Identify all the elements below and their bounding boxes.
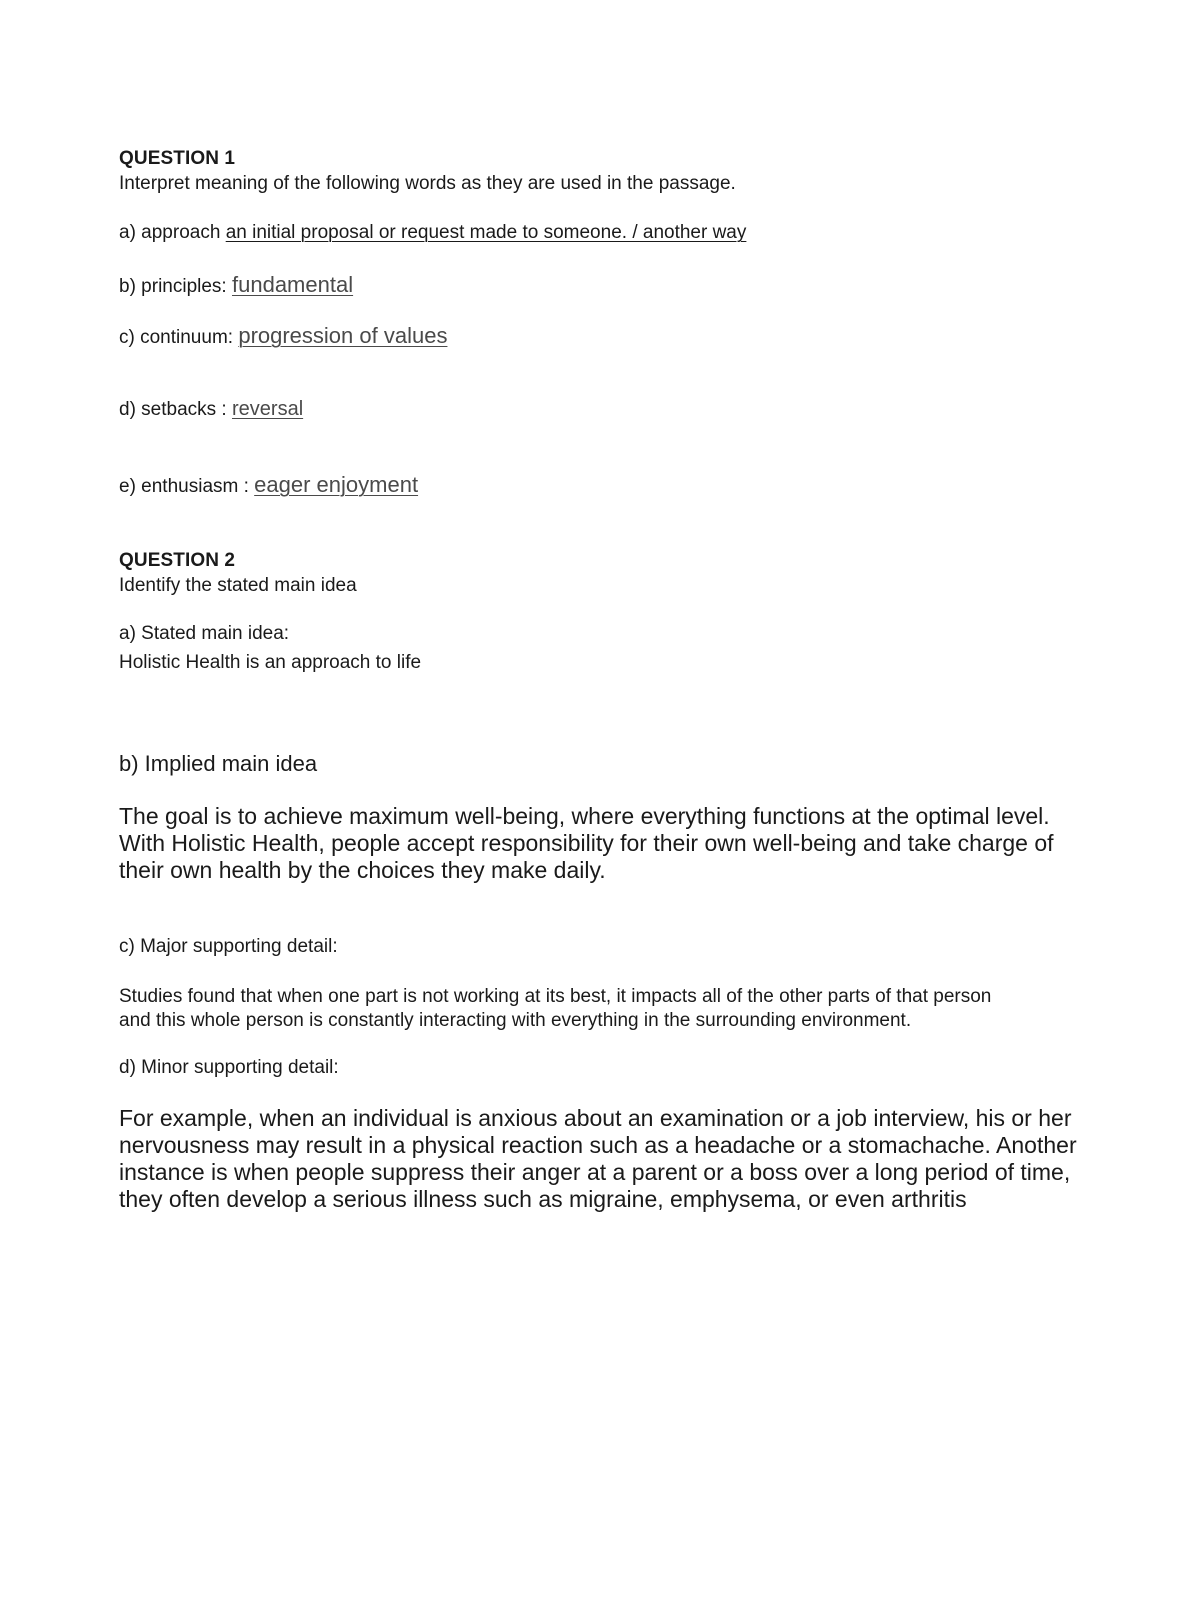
- minor-line: For example, when an individual is anxious about an examination or a job interview, his or her: [119, 1105, 1072, 1131]
- q1-item-d-answer: reversal: [232, 398, 304, 420]
- question-2-heading: QUESTION 2: [119, 550, 236, 571]
- major-line: and this whole person is constantly interacting with everything in the surrounding environment.: [119, 1010, 912, 1031]
- minor-line: instance is when people suppress their anger at a parent or a boss over a long period of time,: [119, 1159, 1071, 1185]
- q1-item-d: [119, 398, 303, 421]
- q1-item-c: [119, 323, 447, 349]
- q1-item-e-label: e) enthusiasm :: [119, 476, 255, 497]
- minor-line: nervousness may result in a physical reaction such as a headache or a stomachache. Another: [119, 1132, 1077, 1158]
- question-1-heading: QUESTION 1: [119, 148, 236, 169]
- q1-item-c-answer: progression of values: [238, 323, 448, 348]
- q1-item-a-answer: an initial proposal or request made to someone. / another way: [225, 222, 747, 243]
- stated-main-idea-answer: Holistic Health is an approach to life: [119, 652, 422, 673]
- minor-supporting-detail-text: [119, 1105, 1119, 1213]
- implied-line: The goal is to achieve maximum well-being, where everything functions at the optimal level.: [119, 803, 1050, 829]
- implied-main-idea-label: b) Implied main idea: [119, 751, 318, 776]
- implied-line: their own health by the choices they make daily.: [119, 857, 606, 883]
- major-supporting-detail-label: c) Major supporting detail:: [119, 936, 338, 957]
- stated-main-idea-label: a) Stated main idea:: [119, 623, 290, 644]
- minor-line: they often develop a serious illness such as migraine, emphysema, or even arthritis: [119, 1186, 967, 1212]
- q1-item-a: [119, 222, 746, 244]
- question-2-instruction: Identify the stated main idea: [119, 575, 357, 596]
- major-line: Studies found that when one part is not working at its best, it impacts all of the other parts of that person: [119, 986, 992, 1007]
- q1-item-a-label: a) approach: [119, 222, 226, 243]
- minor-supporting-detail-label: d) Minor supporting detail:: [119, 1057, 339, 1078]
- q1-item-d-label: d) setbacks :: [119, 399, 232, 420]
- q1-item-e-answer: eager enjoyment: [254, 472, 419, 497]
- q1-item-b-answer: fundamental: [232, 272, 354, 297]
- implied-line: With Holistic Health, people accept responsibility for their own well-being and take charge of: [119, 830, 1054, 856]
- q1-item-b-label: b) principles:: [119, 276, 232, 297]
- q1-item-b: [119, 272, 353, 298]
- question-1-instruction: Interpret meaning of the following words as they are used in the passage.: [119, 173, 736, 194]
- major-supporting-detail-text: [119, 985, 1119, 1033]
- implied-main-idea-text: [119, 803, 1119, 884]
- q1-item-e: [119, 472, 418, 498]
- q1-item-c-label: c) continuum:: [119, 327, 239, 348]
